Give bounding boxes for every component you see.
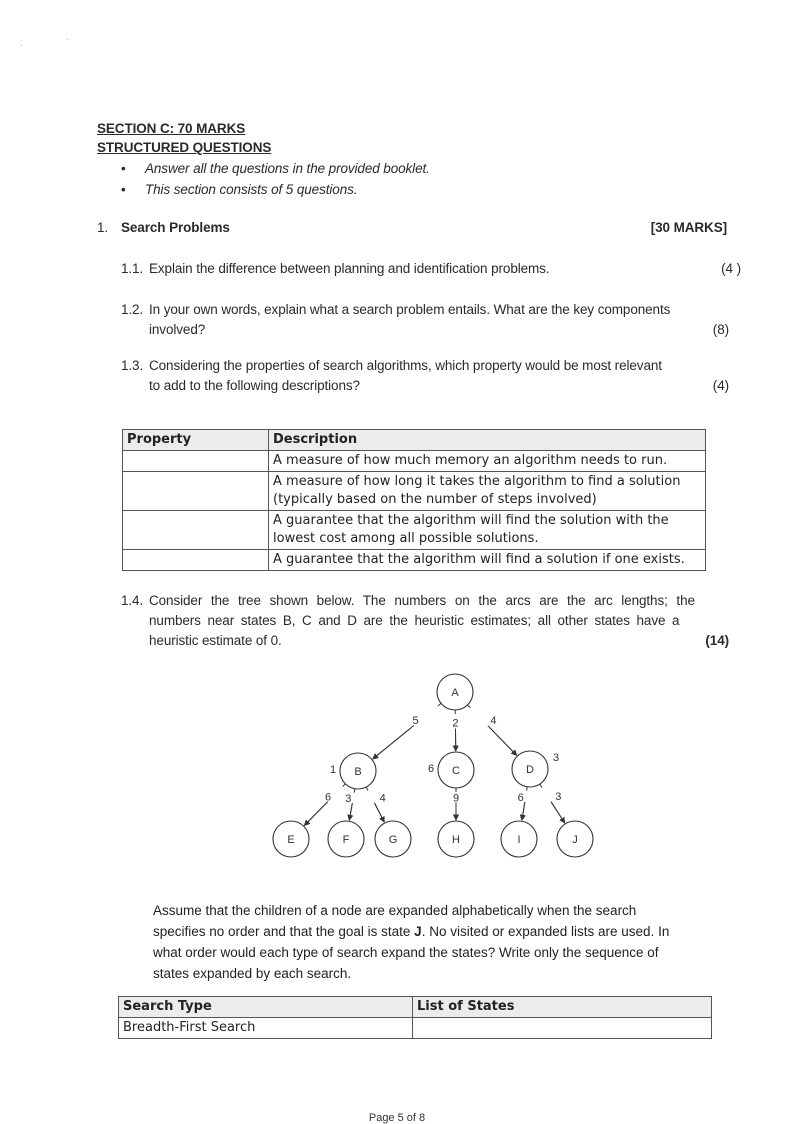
edge-arrow-D-I xyxy=(522,802,525,820)
goal-state-label: J xyxy=(414,924,422,939)
bullet-icon: • xyxy=(121,161,126,176)
node-label: D xyxy=(526,764,534,776)
search-type-table xyxy=(118,996,712,1039)
question-title: Search Problems xyxy=(121,218,230,238)
edge-arrow-A-B xyxy=(373,728,411,759)
states-answer-cell[interactable] xyxy=(413,1018,712,1039)
heuristic-label: 3 xyxy=(553,752,559,764)
instruction-text: This section consists of 5 questions. xyxy=(145,182,357,197)
node-label: A xyxy=(451,687,459,699)
edge-cost-label: 2 xyxy=(452,717,458,729)
edge-cost-label: 3 xyxy=(345,793,351,805)
subquestion-number: 1.2. xyxy=(121,302,143,317)
subquestion-text: Consider the tree shown below. The numbers on the arcs are the arc lengths; the xyxy=(149,591,695,611)
section-subtitle: STRUCTURED QUESTIONS xyxy=(97,140,271,155)
subquestion-text: Considering the properties of search algorithms, which property would be most relevant xyxy=(149,356,662,376)
subquestion-marks: (4 ) xyxy=(721,259,741,279)
column-header-search-type: Search Type xyxy=(119,997,413,1018)
page-number: Page 5 of 8 xyxy=(0,1112,794,1124)
subquestion-text: to add to the following descriptions? xyxy=(149,376,360,396)
subquestion-text: In your own words, explain what a search problem entails. What are the key components xyxy=(149,300,670,320)
subquestion-marks: (14) xyxy=(705,631,729,651)
subquestion-number: 1.3. xyxy=(121,358,143,373)
subquestion-text: heuristic estimate of 0. xyxy=(149,631,282,651)
node-label: C xyxy=(452,765,460,777)
question-marks: [30 MARKS] xyxy=(651,218,727,238)
subquestion-marks: (8) xyxy=(713,320,729,340)
edge-arrow-A-D xyxy=(490,728,517,756)
edge-cost-label: 5 xyxy=(413,715,419,727)
column-header-list-of-states: List of States xyxy=(413,997,712,1018)
assumption-line: Assume that the children of a node are expanded alphabetically when the search xyxy=(153,900,713,921)
section-title: SECTION C: 70 MARKS xyxy=(97,121,245,136)
assumption-line: states expanded by each search. xyxy=(153,963,713,984)
node-label: I xyxy=(517,834,520,846)
heuristic-label: 1 xyxy=(330,764,336,776)
bullet-icon: • xyxy=(121,182,126,197)
edge-cost-label: 3 xyxy=(555,791,561,803)
subquestion-text: Explain the difference between planning and identification problems. xyxy=(149,259,549,279)
edge-arrow-B-E xyxy=(304,803,327,826)
node-label: B xyxy=(354,766,361,778)
edge-cost-label: 6 xyxy=(518,792,524,804)
node-label: H xyxy=(452,834,460,846)
heuristic-label: 6 xyxy=(428,763,434,775)
description-text: A guarantee that the algorithm will find the solution with the xyxy=(273,513,669,528)
column-header-property: Property xyxy=(123,430,269,451)
subquestion-text: numbers near states B, C and D are the heuristic estimates; all other states have a xyxy=(149,611,679,631)
description-text: A measure of how much memory an algorithm needs to run. xyxy=(273,453,667,468)
description-text: A guarantee that the algorithm will find a solution if one exists. xyxy=(273,552,685,567)
search-type-cell: Breadth-First Search xyxy=(119,1018,413,1039)
edge-cost-label: 4 xyxy=(380,793,386,805)
edge-arrow-B-F xyxy=(349,803,352,820)
edge-arrow-D-J xyxy=(551,802,565,823)
node-label: J xyxy=(572,834,578,846)
subquestion-text: involved? xyxy=(149,320,205,340)
subquestion-marks: (4) xyxy=(713,376,729,396)
node-label: E xyxy=(287,834,294,846)
node-label: F xyxy=(343,834,350,846)
table-row xyxy=(119,1018,712,1039)
edge-arrow-B-G xyxy=(374,803,384,822)
instruction-text: Answer all the questions in the provided booklet. xyxy=(145,161,430,176)
edge-cost-label: 9 xyxy=(453,793,459,805)
edge-cost-label: 6 xyxy=(325,791,331,803)
description-text: lowest cost among all possible solutions. xyxy=(273,531,539,546)
scan-speck: ˎ xyxy=(66,30,69,40)
node-label: G xyxy=(389,834,398,846)
assumption-paragraph xyxy=(153,900,713,984)
scan-speck: · xyxy=(20,40,23,50)
edge-cost-label: 4 xyxy=(490,715,496,727)
column-header-description: Description xyxy=(269,430,706,451)
subquestion-number: 1.1. xyxy=(121,261,143,276)
assumption-line: what order would each type of search expand the states? Write only the sequence of xyxy=(153,942,713,963)
subquestion-number: 1.4. xyxy=(121,593,143,608)
assumption-line: specifies no order and that the goal is state J. No visited or expanded lists are used. In xyxy=(153,921,713,942)
table-header-row xyxy=(119,997,712,1018)
description-text: (typically based on the number of steps involved) xyxy=(273,492,597,507)
description-text: A measure of how long it takes the algorithm to find a solution xyxy=(273,474,680,489)
question-number: 1. xyxy=(97,220,108,235)
